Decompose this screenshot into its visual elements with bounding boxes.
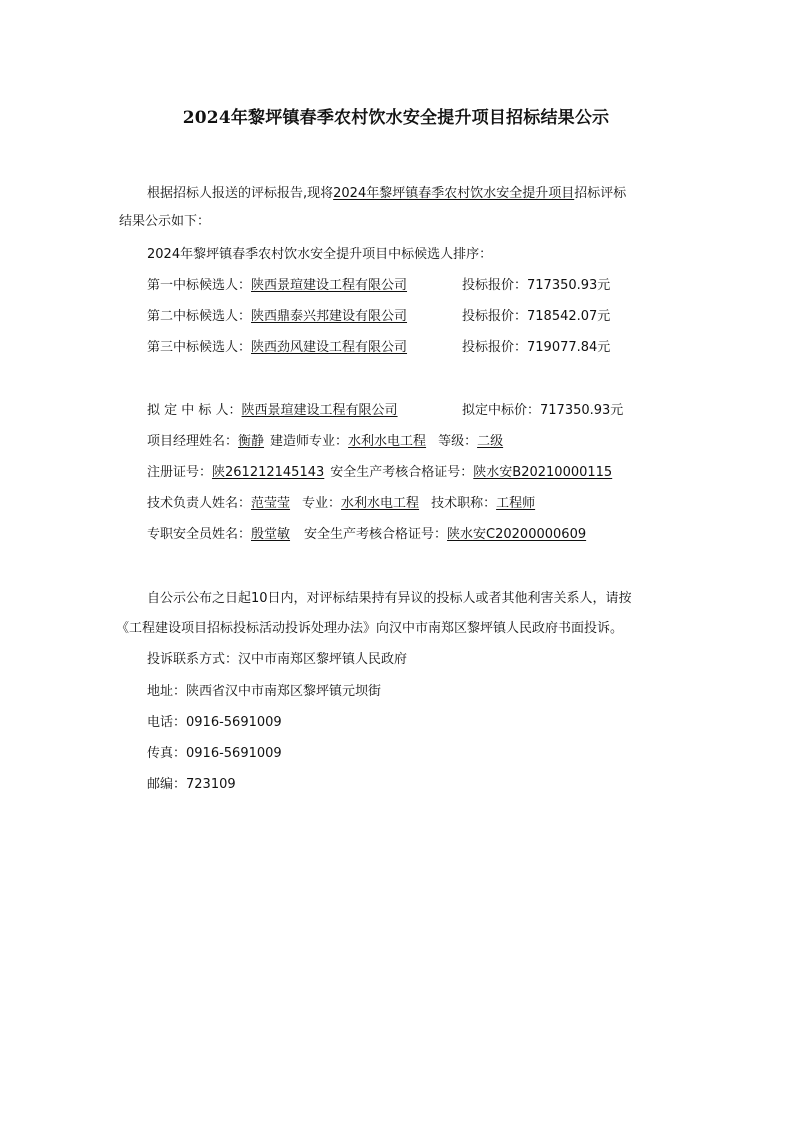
intro-text-end: 招标评标 bbox=[574, 186, 627, 201]
manager-name: 衡静 bbox=[238, 434, 265, 449]
candidate-name: 陕西景瑄建设工程有限公司 bbox=[251, 278, 408, 293]
winner-label: 拟 定 中 标 人： bbox=[147, 403, 242, 418]
candidate-1-price: 投标报价：717350.93元 bbox=[462, 278, 611, 293]
contact-address: 地址：陕西省汉中市南郑区黎坪镇元坝街 bbox=[147, 684, 382, 699]
candidate-3-price: 投标报价：719077.84元 bbox=[462, 340, 611, 355]
candidate-name: 陕西劲风建设工程有限公司 bbox=[251, 340, 408, 355]
tech-lead-label: 技术负责人姓名： bbox=[147, 496, 252, 511]
candidate-2 bbox=[147, 308, 407, 326]
registration-number: 陕261212145143 bbox=[212, 465, 325, 480]
contact-fax: 传真：0916-5691009 bbox=[147, 746, 282, 761]
objection-line-1: 自公示公布之日起10日内，对评标结果持有异议的投标人或者其他利害关系人，请按 bbox=[147, 591, 632, 606]
page-title: 2024年黎坪镇春季农村饮水安全提升项目招标结果公示 bbox=[182, 108, 610, 128]
candidate-name: 陕西鼎泰兴邦建设有限公司 bbox=[251, 309, 408, 324]
candidate-2-price: 投标报价：718542.07元 bbox=[462, 309, 611, 324]
safety-officer-cert: 陕水安C20200000609 bbox=[447, 527, 587, 542]
registration-line bbox=[147, 464, 612, 482]
manager-label: 项目经理姓名： bbox=[147, 434, 239, 449]
manager-grade-label: 等级： bbox=[438, 434, 478, 449]
intro-line-2: 结果公示如下： bbox=[119, 214, 211, 229]
registration-cert: 陕水安B20210000115 bbox=[473, 465, 613, 480]
contact-postcode: 邮编：723109 bbox=[147, 777, 236, 792]
intro-line-1 bbox=[147, 185, 626, 203]
intro-text: 根据招标人报送的评标报告,现将 bbox=[147, 186, 334, 201]
contact-phone: 电话：0916-5691009 bbox=[147, 715, 282, 730]
safety-officer-name: 殷堂敏 bbox=[251, 527, 291, 542]
winner-price: 拟定中标价：717350.93元 bbox=[462, 403, 624, 418]
safety-officer-cert-label: 安全生产考核合格证号： bbox=[304, 527, 448, 542]
manager-line bbox=[147, 433, 503, 451]
tech-lead-title-label: 技术职称： bbox=[431, 496, 497, 511]
tech-lead-name: 范莹莹 bbox=[251, 496, 291, 511]
project-name: 2024年黎坪镇春季农村饮水安全提升项目 bbox=[333, 186, 575, 201]
candidate-label: 第二中标候选人： bbox=[147, 309, 252, 324]
safety-officer-label: 专职安全员姓名： bbox=[147, 527, 252, 542]
candidate-3 bbox=[147, 339, 407, 357]
candidate-1 bbox=[147, 277, 407, 295]
registration-cert-label: 安全生产考核合格证号： bbox=[330, 465, 474, 480]
tech-lead-line bbox=[147, 495, 535, 513]
tech-lead-spec-label: 专业： bbox=[302, 496, 342, 511]
contact-method: 投诉联系方式：汉中市南郑区黎坪镇人民政府 bbox=[147, 652, 408, 667]
manager-spec-label: 建造师专业： bbox=[270, 434, 349, 449]
candidate-label: 第三中标候选人： bbox=[147, 340, 252, 355]
manager-grade: 二级 bbox=[477, 434, 504, 449]
ranking-heading: 2024年黎坪镇春季农村饮水安全提升项目中标候选人排序： bbox=[147, 247, 493, 262]
winner-line bbox=[147, 402, 398, 420]
safety-officer-line bbox=[147, 526, 586, 544]
registration-label: 注册证号： bbox=[147, 465, 213, 480]
candidate-label: 第一中标候选人： bbox=[147, 278, 252, 293]
manager-spec: 水利水电工程 bbox=[348, 434, 427, 449]
objection-line-2: 《工程建设项目招标投标活动投诉处理办法》向汉中市南郑区黎坪镇人民政府书面投诉。 bbox=[116, 621, 624, 636]
winner-name: 陕西景瑄建设工程有限公司 bbox=[241, 403, 398, 418]
tech-lead-spec: 水利水电工程 bbox=[341, 496, 420, 511]
tech-lead-title: 工程师 bbox=[496, 496, 536, 511]
